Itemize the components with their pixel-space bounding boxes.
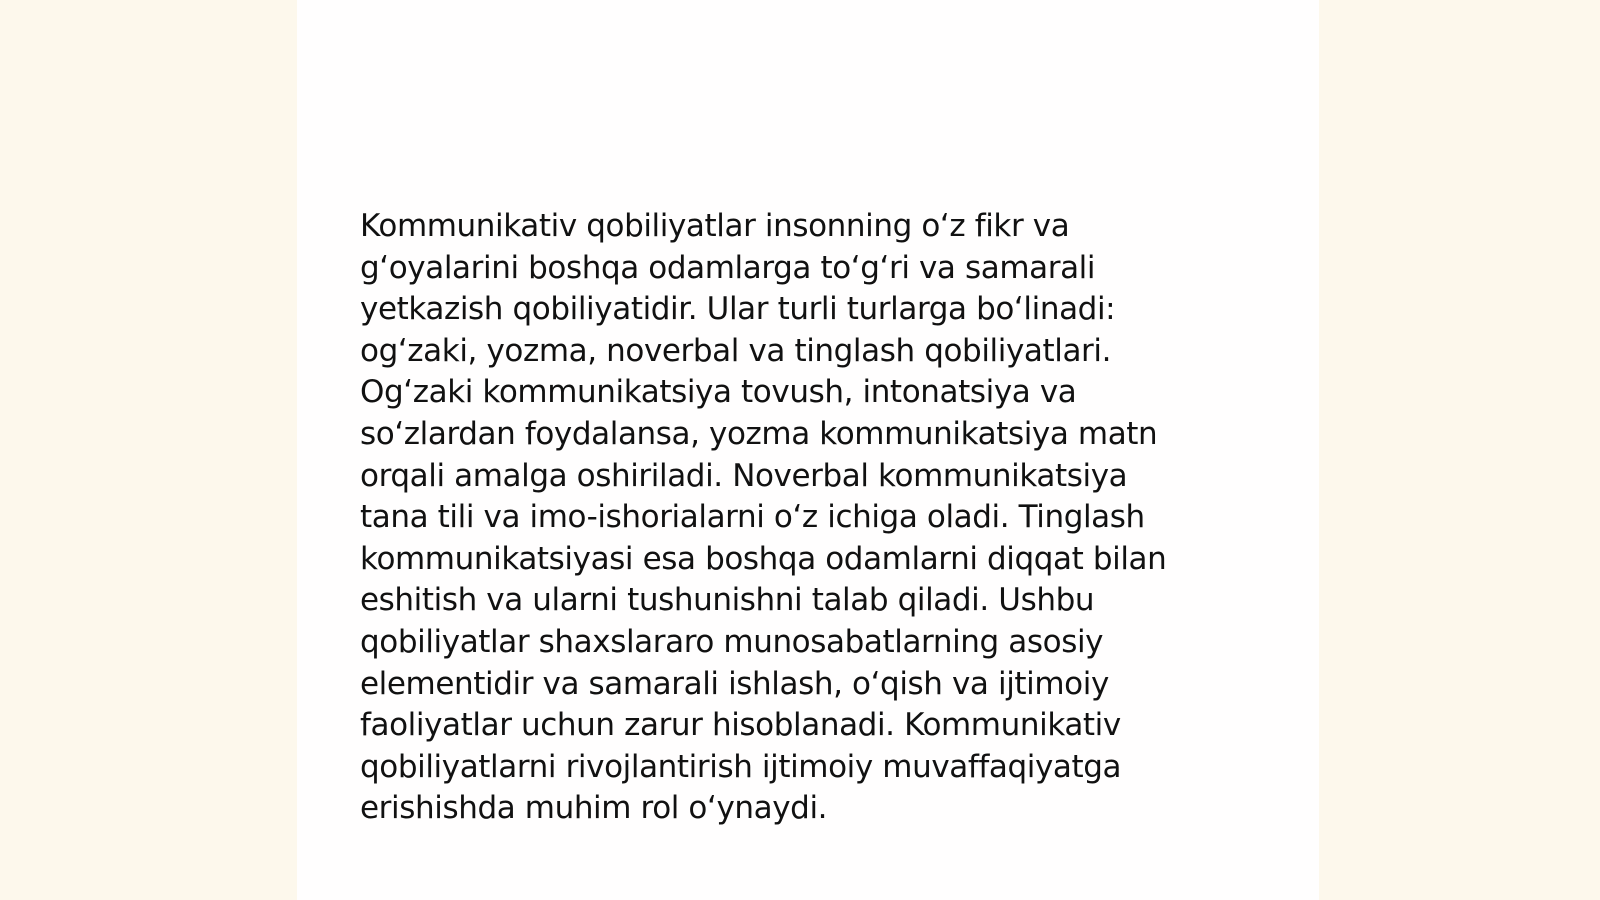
paragraph-line: yetkazish qobiliyatidir. Ular turli turlarga boʻlinadi: [360, 291, 1116, 328]
paragraph-line: qobiliyatlar shaxslararo munosabatlarning asosiy [360, 623, 1104, 660]
paragraph-line: ogʻzaki, yozma, noverbal va tinglash qobiliyatlari. [360, 332, 1112, 369]
paragraph-line: faoliyatlar uchun zarur hisoblanadi. Kommunikativ [360, 707, 1121, 744]
body-paragraph [360, 206, 1240, 830]
paragraph-line: elementidir va samarali ishlash, oʻqish va ijtimoiy [360, 665, 1109, 702]
paragraph-line: eshitish va ularni tushunishni talab qiladi. Ushbu [360, 582, 1095, 619]
paragraph-line: kommunikatsiyasi esa boshqa odamlarni diqqat bilan [360, 540, 1167, 577]
paragraph-line: gʻoyalarini boshqa odamlarga toʻgʻri va samarali [360, 249, 1096, 286]
paragraph-line: tana tili va imo-ishorialarni oʻz ichiga oladi. Tinglash [360, 499, 1145, 536]
paragraph-line: Ogʻzaki kommunikatsiya tovush, intonatsiya va [360, 374, 1077, 411]
paragraph-line: qobiliyatlarni rivojlantirish ijtimoiy muvaffaqiyatga [360, 748, 1122, 785]
paragraph-line: Kommunikativ qobiliyatlar insonning oʻz fikr va [360, 208, 1070, 244]
paragraph-line: orqali amalga oshiriladi. Noverbal kommunikatsiya [360, 457, 1128, 494]
document-page [297, 0, 1319, 900]
paragraph-line: erishishda muhim rol oʻynaydi. [360, 790, 828, 827]
paragraph-line: soʻzlardan foydalansa, yozma kommunikatsiya matn [360, 415, 1158, 452]
